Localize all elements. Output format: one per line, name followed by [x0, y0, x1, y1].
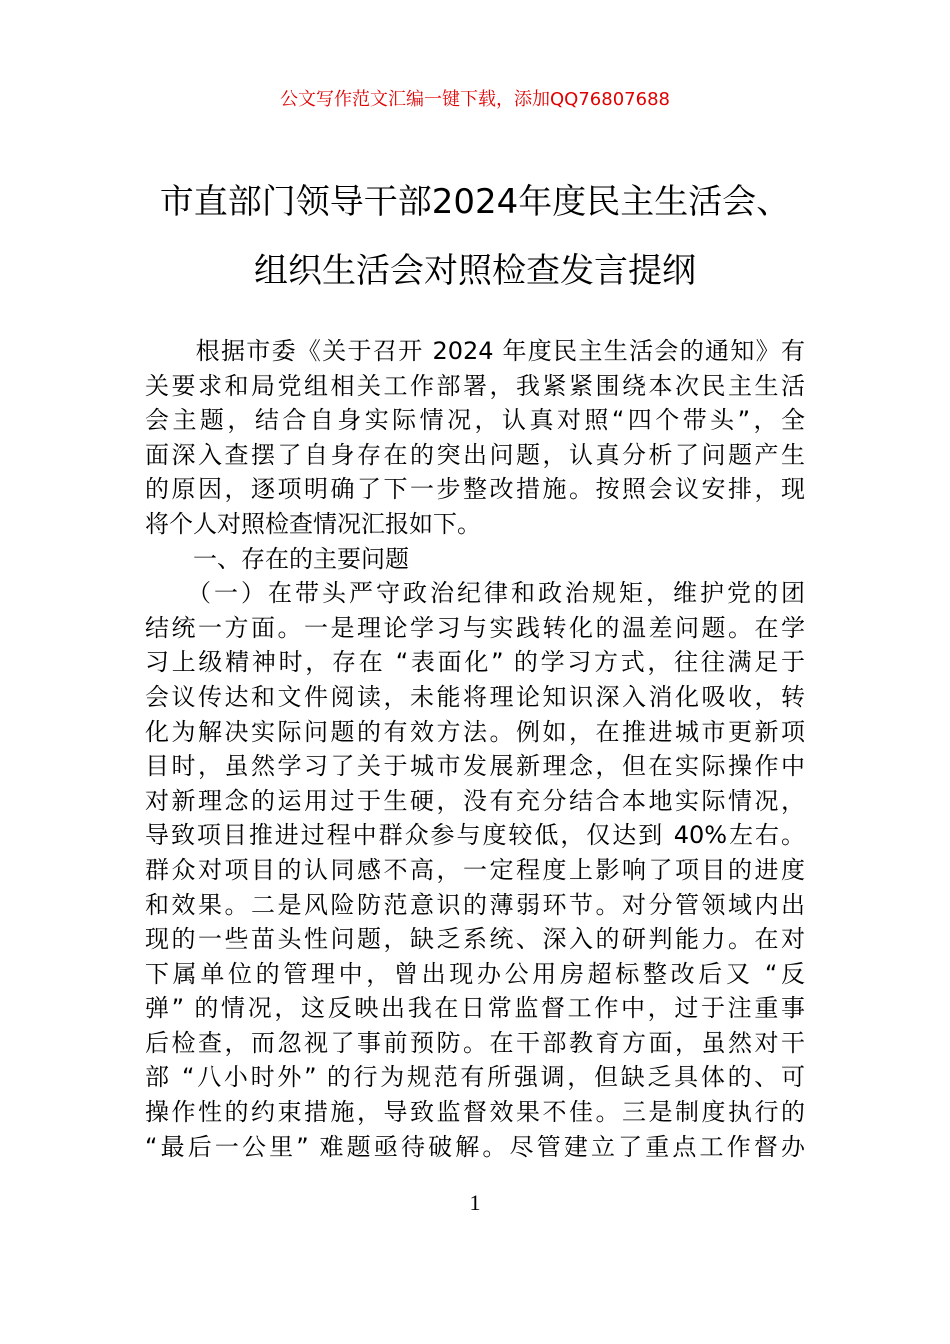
text-line: 结统一方面。一是理论学习与实践转化的温差问题。在学: [145, 613, 805, 642]
text-line: 和效果。二是风险防范意识的薄弱环节。对分管领域内出: [145, 890, 805, 919]
text-line: 现的一些苗头性问题，缺乏系统、深入的研判能力。在对: [145, 925, 805, 954]
text-line: 习上级精神时，存在 “表面化” 的学习方式，往往满足于: [145, 648, 805, 677]
text-line: 群众对项目的认同感不高，一定程度上影响了项目的进度: [145, 855, 805, 884]
text-line: 关要求和局党组相关工作部署，我紧紧围绕本次民主生活: [145, 371, 805, 400]
text-line: （一）在带头严守政治纪律和政治规矩，维护党的团: [145, 579, 805, 608]
text-line: 面深入查摆了自身存在的突出问题，认真分析了问题产生: [145, 440, 805, 469]
download-notice: 公文写作范文汇编一键下载，添加QQ76807688: [280, 89, 670, 110]
text-line: 导致项目推进过程中群众参与度较低，仅达到 40%左右。: [145, 821, 805, 850]
text-line: 会主题，结合自身实际情况，认真对照“四个带头”，全: [145, 406, 805, 435]
text-line: 下属单位的管理中，曾出现办公用房超标整改后又 “反: [145, 959, 805, 988]
text-line: 的原因，逐项明确了下一步整改措施。按照会议安排，现: [145, 475, 805, 504]
text-line: 化为解决实际问题的有效方法。例如，在推进城市更新项: [145, 717, 805, 746]
text-line: “最后一公里” 难题亟待破解。尽管建立了重点工作督办: [145, 1132, 805, 1161]
document-body: [145, 334, 805, 1164]
document-title-line-2: 组织生活会对照检查发言提纲: [254, 251, 696, 291]
document-title-line-1: 市直部门领导干部2024年度民主生活会、: [159, 182, 791, 222]
text-line: 会议传达和文件阅读，未能将理论知识深入消化吸收，转: [145, 682, 805, 711]
text-line: 部 “八小时外” 的行为规范有所强调，但缺乏具体的、可: [145, 1063, 805, 1092]
page-number: 1: [469, 1190, 481, 1215]
text-line: 根据市委《关于召开 2024 年度民主生活会的通知》有: [145, 337, 805, 365]
text-line: 将个人对照检查情况汇报如下。: [145, 509, 481, 538]
text-line: 对新理念的运用过于生硬，没有充分结合本地实际情况，: [145, 786, 805, 815]
text-line: 弹” 的情况，这反映出我在日常监督工作中，过于注重事: [145, 994, 805, 1023]
text-line: 操作性的约束措施，导致监督效果不佳。三是制度执行的: [145, 1098, 805, 1127]
text-line: 目时，虽然学习了关于城市发展新理念，但在实际操作中: [145, 752, 805, 781]
text-line: 一、存在的主要问题: [145, 544, 409, 573]
text-line: 后检查，而忽视了事前预防。在干部教育方面，虽然对干: [145, 1028, 805, 1057]
